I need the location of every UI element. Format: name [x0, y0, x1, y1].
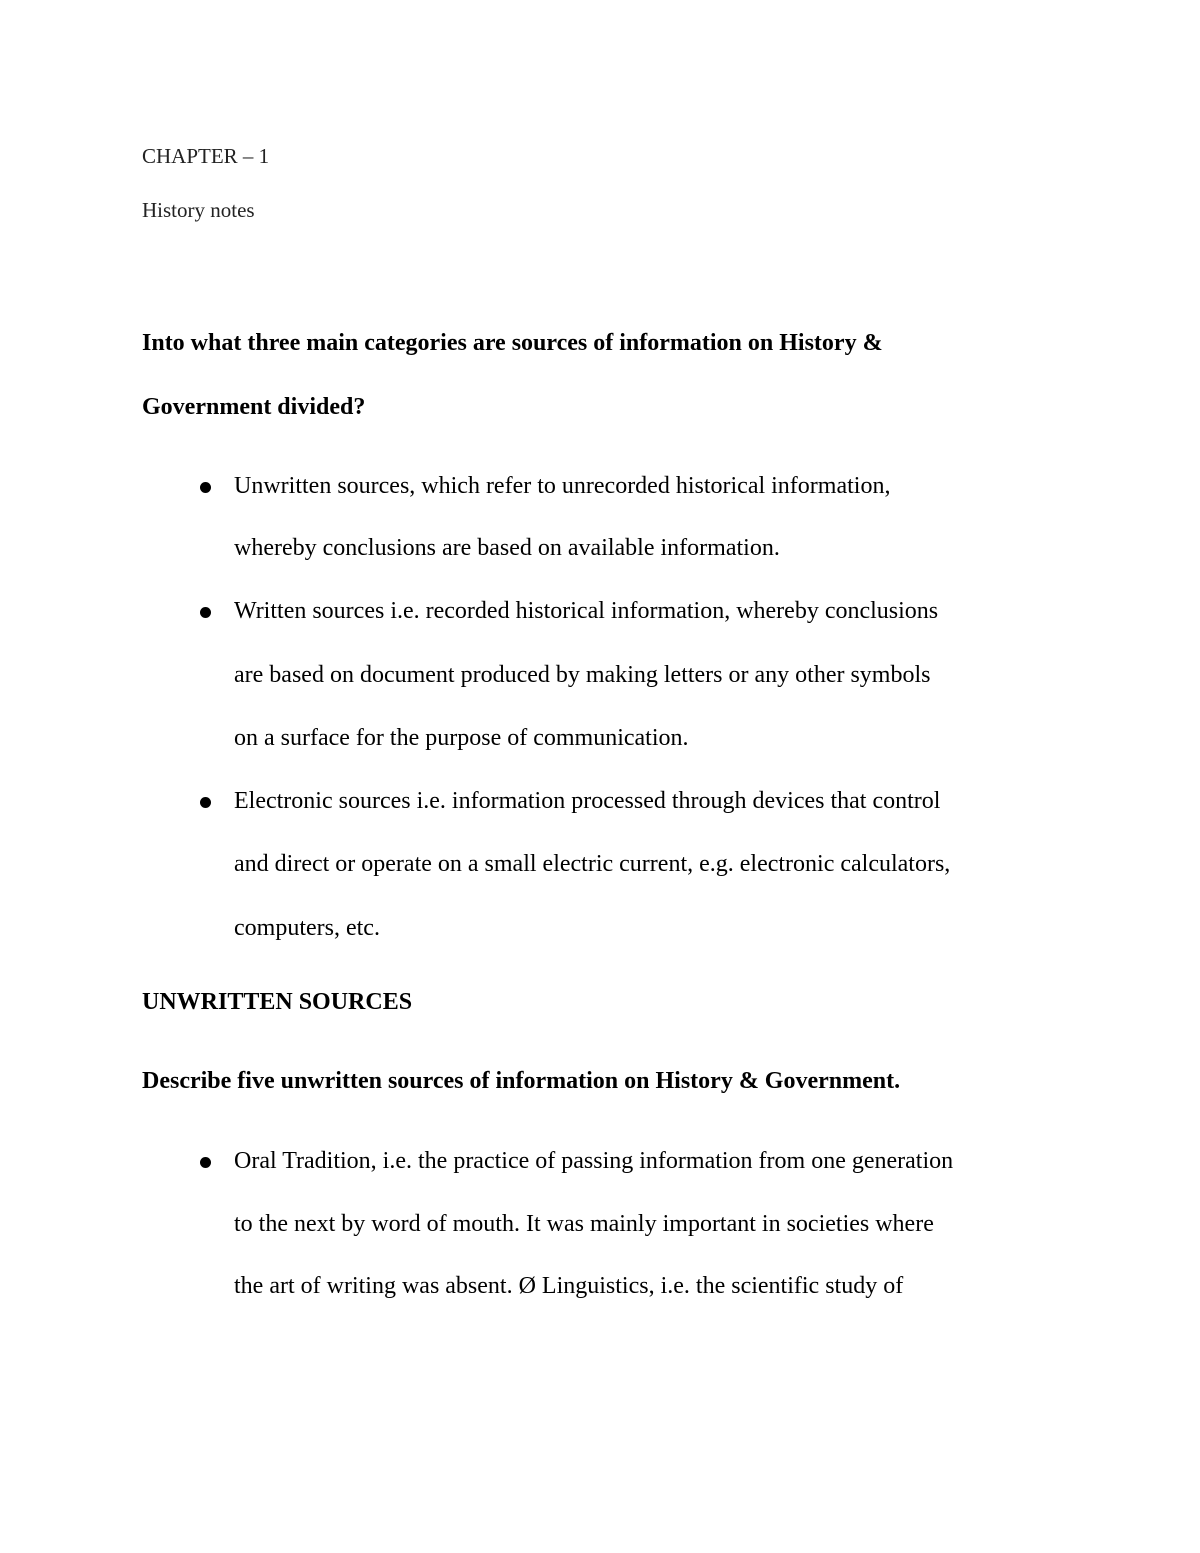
- chapter-label: CHAPTER – 1: [142, 144, 270, 168]
- list-item-line: Oral Tradition, i.e. the practice of passing information from one generation: [234, 1148, 954, 1174]
- bullet-icon: [200, 482, 211, 493]
- section-heading: UNWRITTEN SOURCES: [142, 989, 413, 1015]
- bullet-icon: [200, 1157, 211, 1168]
- question-2: Describe five unwritten sources of information on History & Government.: [142, 1068, 901, 1094]
- question-1-line: Into what three main categories are sources of information on History &: [142, 330, 883, 356]
- bullet-icon: [200, 607, 211, 618]
- list-item-line: to the next by word of mouth. It was mainly important in societies where: [234, 1211, 934, 1237]
- subtitle: History notes: [142, 198, 255, 222]
- list-item-line: Unwritten sources, which refer to unrecorded historical information,: [234, 473, 891, 499]
- bullet-icon: [200, 797, 211, 808]
- list-item-line: whereby conclusions are based on available information.: [234, 535, 780, 561]
- list-item-line: are based on document produced by making letters or any other symbols: [234, 662, 931, 688]
- list-item-line: Written sources i.e. recorded historical information, whereby conclusions: [234, 598, 939, 624]
- list-item-line: Electronic sources i.e. information processed through devices that control: [234, 788, 941, 814]
- question-1-line: Government divided?: [142, 394, 366, 420]
- list-item-line: on a surface for the purpose of communication.: [234, 725, 689, 751]
- list-item-line: computers, etc.: [234, 915, 380, 941]
- list-item-line: and direct or operate on a small electric current, e.g. electronic calculators,: [234, 851, 951, 877]
- list-item-line: the art of writing was absent. Ø Linguistics, i.e. the scientific study of: [234, 1273, 904, 1299]
